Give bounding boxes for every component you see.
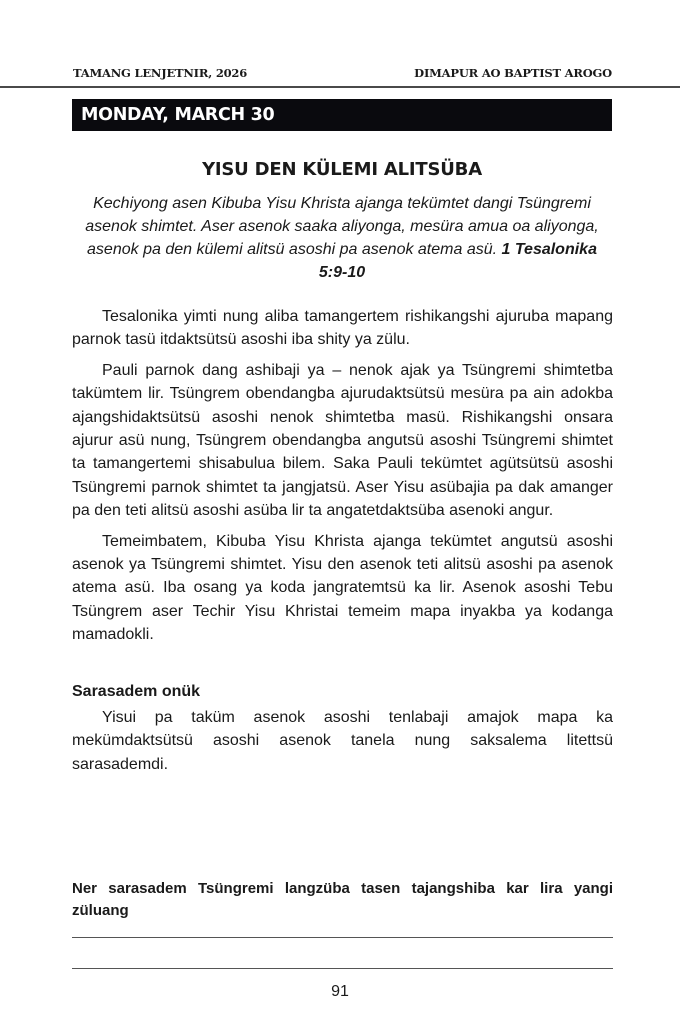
paragraph: Temeimbatem, Kibuba Yisu Khrista ajanga tekümtet angutsü asoshi asenok ya Tsüngremi shimtet. Yisu den asenok teti alitsü asoshi pa asenok atema asü. Iba osang ya koda jangratemtsü ka lir. Asenok asoshi Tebu Tsüngrem aser Techir Yisu Khristai temeim mapa inyakba ya kodanga mamadokli. [72, 532, 613, 644]
paragraph: Tesalonika yimti nung aliba tamangertem rishikangshi ajuruba mapang parnok tasü itdaktsütsü asoshi iba shity ya zülu. [72, 308, 613, 349]
publication-title: TAMANG LENJETNIR, 2026 [73, 66, 248, 80]
reflection-prompt: Ner sarasadem Tsüngremi langzüba tasen tajangshiba kar lira yangi züluang [72, 880, 613, 919]
verse-reference: 1 Tesalonika 5:9-10 [318, 241, 597, 281]
devotion-body [72, 305, 613, 654]
date-banner [72, 99, 612, 131]
devotion-title: YISU DEN KÜLEMI ALITSÜBA [202, 159, 482, 180]
verse-text: Kechiyong asen Kibuba Yisu Khrista ajanga tekümtet dangi Tsüngremi asenok shimtet. Aser asenok saaka aliyonga, mesüra amua oa aliyonga, asenok pa den külemi alitsü asoshi pa asenok atema asü. [85, 195, 599, 258]
page-number: 91 [331, 983, 349, 1000]
prayer-heading: Sarasadem onük [72, 683, 201, 700]
writing-line [72, 937, 613, 938]
paragraph: Pauli parnok dang ashibaji ya – nenok ajak ya Tsüngremi shimtetba takümtem lir. Tsüngrem obendangba ajurudaktsütsü mesüra pa ain adokba ajangshidaktsütsü asoshi nenok shimtetba masü. Rishikangshi onsara ajurur asü nung, Tsüngrem obendangba angutsü asoshi Tsüngremi shimtet ta tamangertemi shisabulua bilem. Saka Pauli tekümtet agütsütsü asoshi Tsüngremi parnok shimtet ta jangjatsü. Aser Yisu asübajia pa dak amanger pa den teti alitsü asoshi asüba lir ta angatetdaktsüba asenoki angur. [72, 361, 613, 520]
writing-line [72, 968, 613, 969]
scripture-verse [72, 192, 612, 284]
prayer-text: Yisui pa taküm asenok asoshi tenlabaji amajok mapa ka mekümdaktsütsü asoshi asenok tanela nung saksalema litettsü sarasademdi. [72, 709, 613, 773]
prayer-section [72, 706, 613, 783]
running-header [0, 60, 680, 88]
publisher-name: DIMAPUR AO BAPTIST AROGO [414, 66, 612, 80]
date-label: MONDAY, MARCH 30 [81, 105, 275, 125]
